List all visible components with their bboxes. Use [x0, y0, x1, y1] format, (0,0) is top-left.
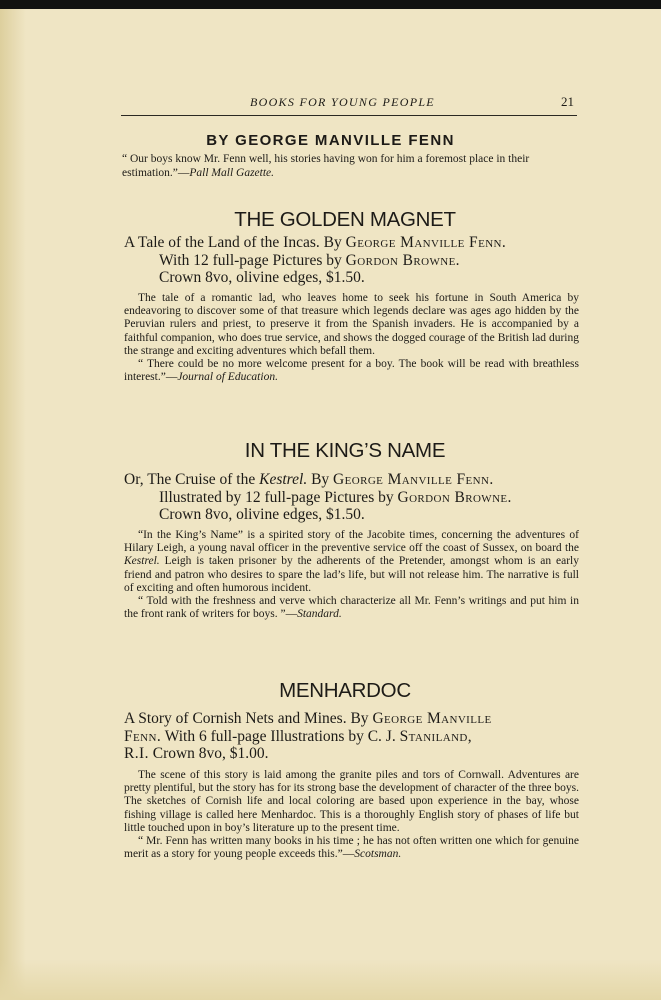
book-blurb-menhardoc [124, 769, 579, 861]
author-quote-text: “ Our boys know Mr. Fenn well, his stories having won for him a foremost place in their estimation.”— [122, 153, 530, 179]
book-blurb-kings-name [124, 529, 579, 621]
author-heading: BY GEORGE MANVILLE FENN [206, 132, 455, 149]
author-quote [122, 152, 577, 180]
book-description-menhardoc [124, 710, 579, 763]
running-head: BOOKS FOR YOUNG PEOPLE [250, 95, 435, 109]
review-source: Journal of Education. [177, 371, 278, 384]
book-illustrator: Staniland, [399, 727, 473, 745]
book-subtitle: Or, The Cruise of the Kestrel. By George Manville Fenn. [124, 471, 494, 488]
book-illustration-line: Fenn. With 6 full-page Illustrations by C. J. Staniland, [124, 727, 473, 745]
book-illustrator: Gordon Browne. [345, 251, 460, 269]
page-foot-shadow [0, 959, 661, 1000]
book-summary: The scene of this story is laid among the granite piles and tors of Cornwall. Adventures are pretty plentiful, but the story has for its strong base the development of character of the three boys. The sketches of Cornish life and local coloring are based upon experience in the bay, whose fishing village is called here Menhardoc. This is a thoroughly English story of phases of life but little touched upon in boy’s literature up to the present time. [124, 769, 579, 834]
book-subtitle: A Story of Cornish Nets and Mines. By George Manville [124, 710, 492, 727]
book-illustration-line: Illustrated by 12 full-page Pictures by Gordon Browne. [159, 488, 512, 506]
book-author: George Manville Fenn. [345, 234, 507, 251]
book-description-golden-magnet [124, 234, 579, 287]
book-title-golden-magnet: THE GOLDEN MAGNET [234, 208, 456, 231]
page-number: 21 [561, 94, 574, 109]
book-edition-price: R.I. Crown 8vo, $1.00. [124, 745, 269, 762]
author-quote-source: Pall Mall Gazette. [189, 167, 275, 179]
book-subtitle: A Tale of the Land of the Incas. By George Manville Fenn. [124, 234, 507, 251]
review-source: Scotsman. [354, 848, 402, 861]
book-review: “ There could be no more welcome present for a boy. The book will be read with breathless interest.”—Journal of Education. [124, 358, 579, 384]
book-illustrator: Gordon Browne. [397, 488, 512, 506]
scan-border [0, 0, 661, 9]
book-page[interactable] [0, 9, 661, 1000]
ship-name: Kestrel. [259, 471, 308, 488]
review-source: Standard. [297, 608, 342, 621]
book-review: “ Mr. Fenn has written many books in his time ; he has not often written one which for genuine merit as a story for young people exceeds this.”—Scotsman. [124, 835, 579, 861]
book-title-menhardoc: MENHARDOC [279, 679, 411, 702]
header-rule [121, 115, 577, 116]
book-description-kings-name [124, 471, 579, 524]
book-edition-price: Crown 8vo, olivine edges, $1.50. [159, 269, 365, 286]
book-blurb-golden-magnet [124, 292, 579, 384]
book-author: George Manville [372, 710, 492, 727]
book-author: George Manville Fenn. [333, 471, 494, 488]
gutter-shadow [0, 9, 26, 1000]
book-summary: “In the King’s Name” is a spirited story of the Jacobite times, concerning the adventures of Hilary Leigh, a young naval officer in the preventive service off the coast of Sussex, on board the Kestrel. Leigh is taken prisoner by the adherents of the Pretender, amongst whom is an early friend and patron who desires to spare the lad’s life, but will not release him. The narrative is full of exciting and often humorous incident. [124, 529, 580, 594]
book-edition-price: Crown 8vo, olivine edges, $1.50. [159, 506, 365, 523]
book-review: “ Told with the freshness and verve which characterize all Mr. Fenn’s writings and put him in the front rank of writers for boys. ”—Standard. [124, 595, 579, 621]
book-summary: The tale of a romantic lad, who leaves home to seek his fortune in South America by endeavoring to discover some of that treasure which legends declare was ages ago hidden by the Peruvian rulers and priest, to preserve it from the Spanish invaders. He is accompanied by a faithful companion, who does true service, and shows the dogged courage of the British lad during the strange and exciting adventures which befall them. [124, 292, 579, 357]
book-title-kings-name: IN THE KING’S NAME [244, 439, 446, 462]
book-illustration-line: With 12 full-page Pictures by Gordon Browne. [159, 251, 460, 269]
